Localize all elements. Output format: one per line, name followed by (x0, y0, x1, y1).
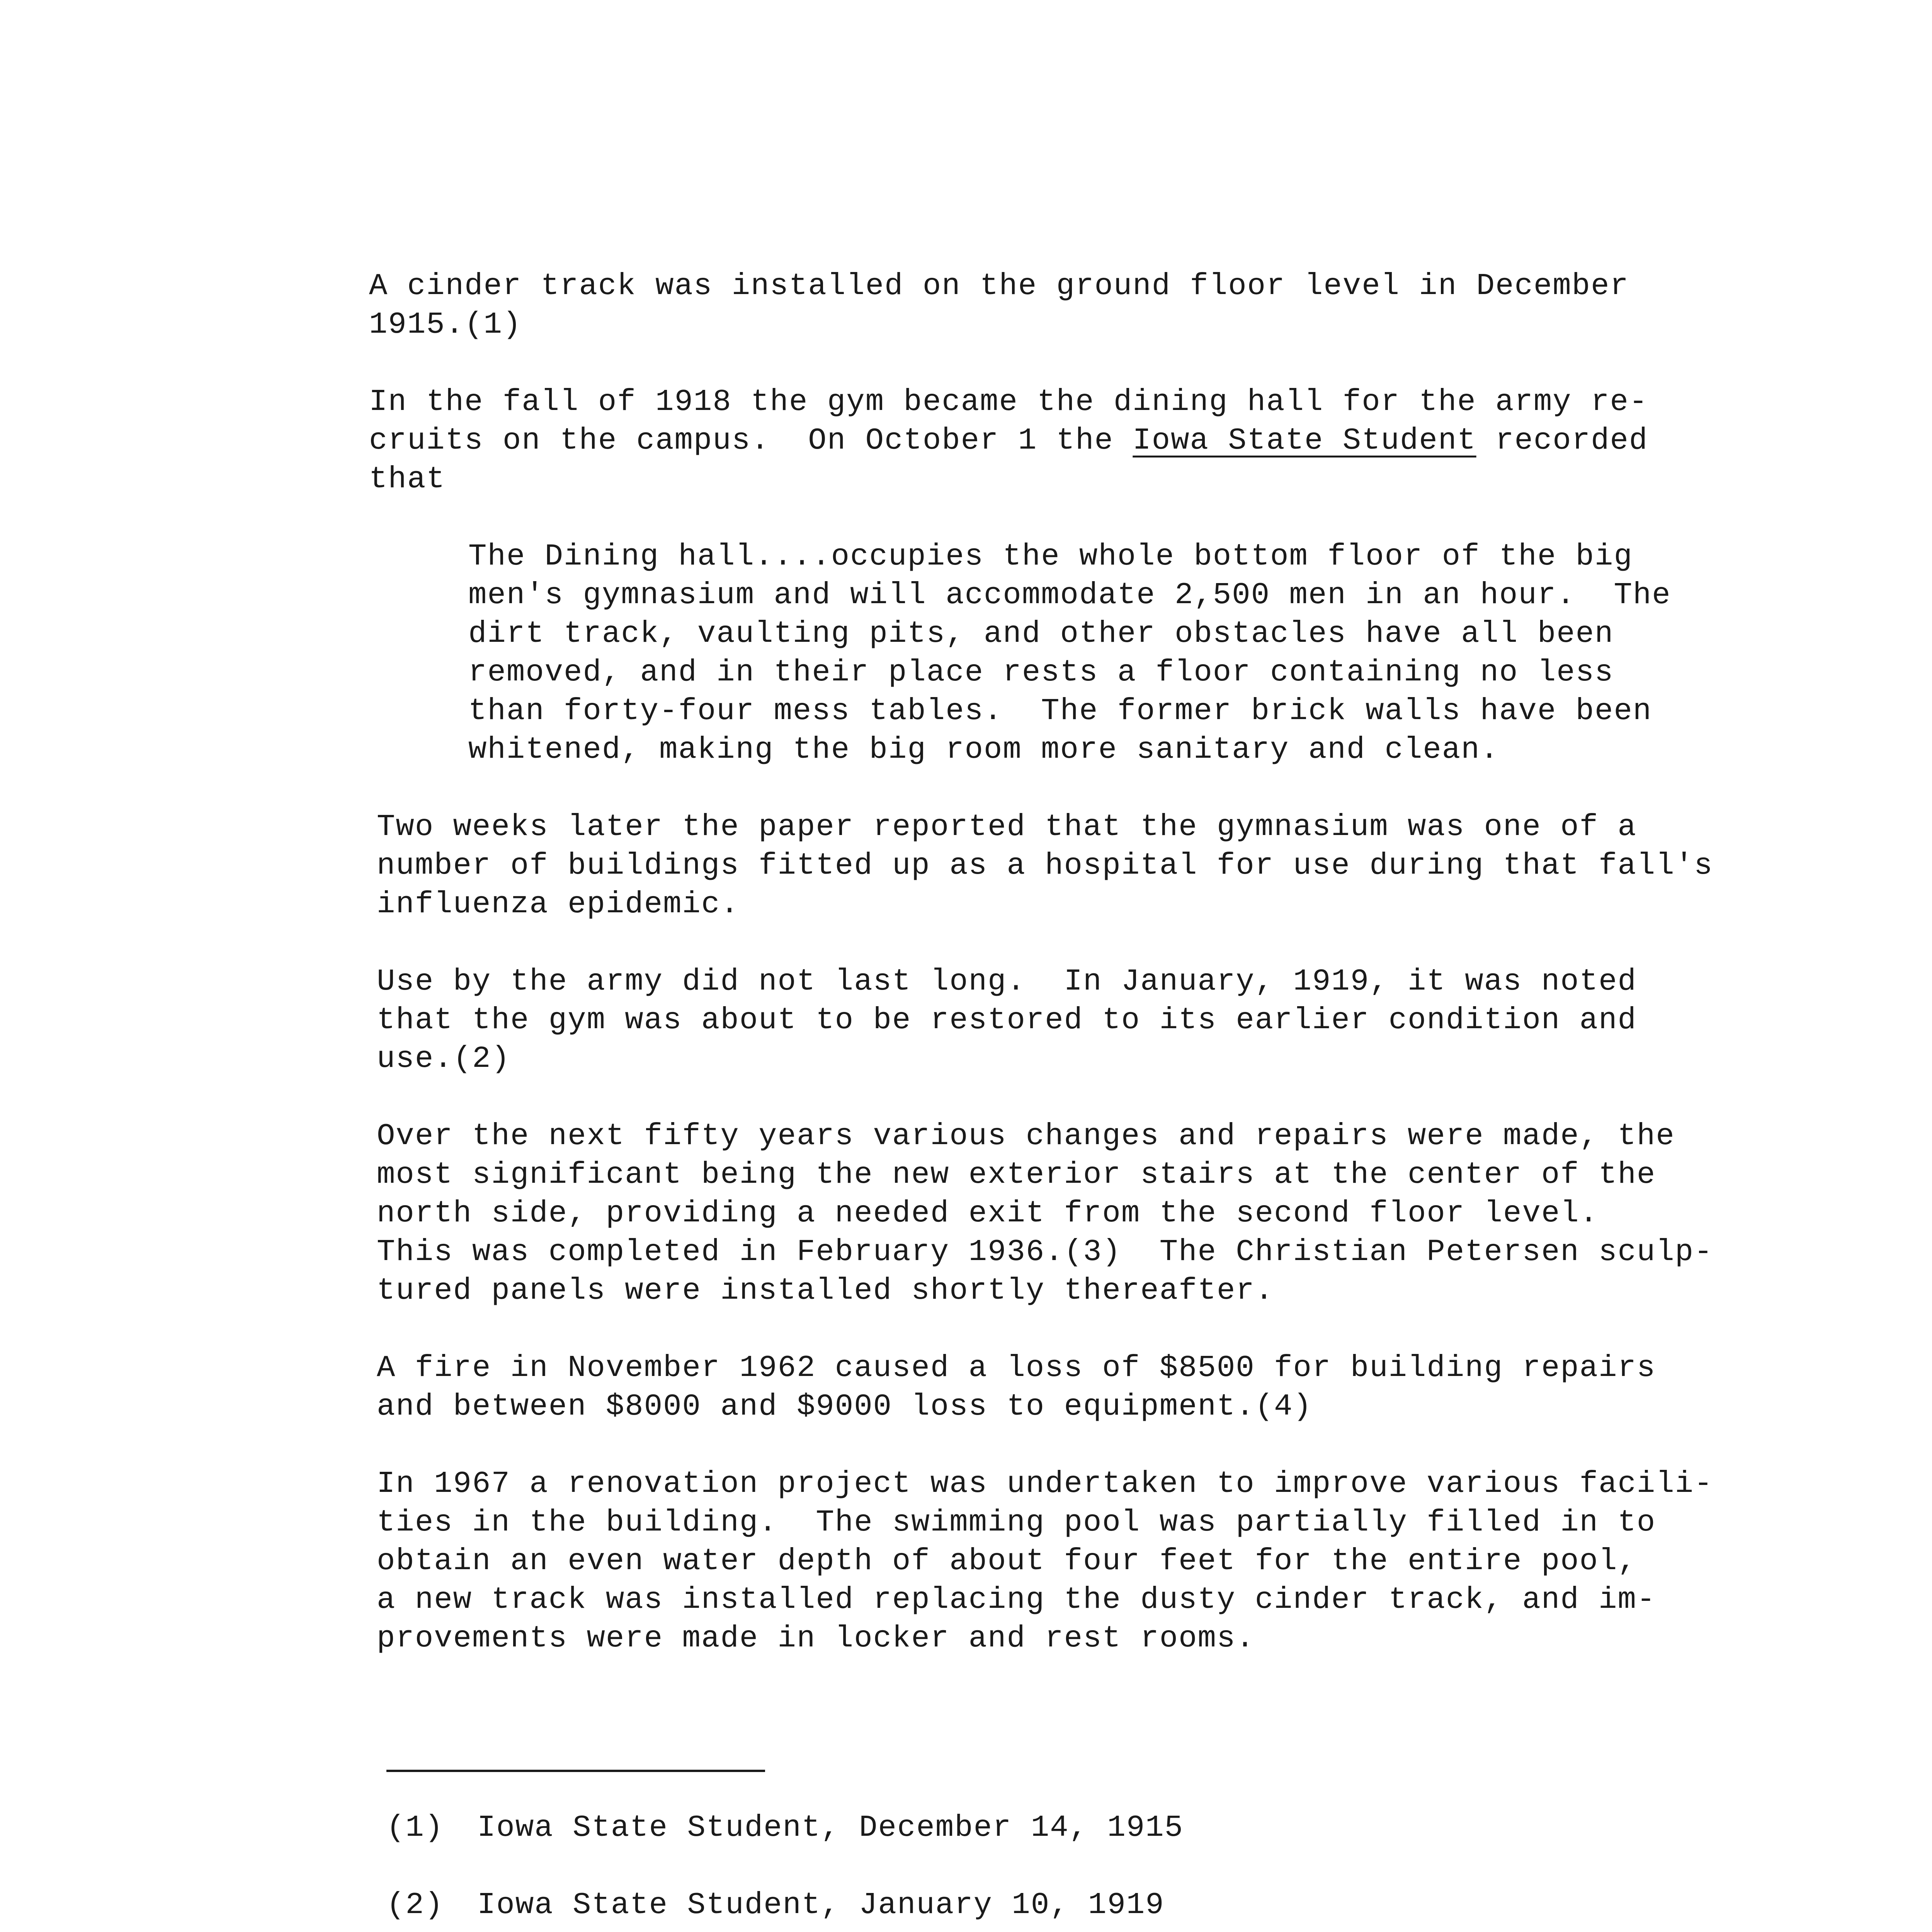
quote-line-4: removed, and in their place rests a floor containing no less (468, 655, 1614, 690)
paragraph-7-line-3: obtain an even water depth of about four feet for the entire pool, (377, 1544, 1637, 1578)
paragraph-4-line-1: Use by the army did not last long. In January, 1919, it was noted (377, 964, 1637, 999)
quote-line-3: dirt track, vaulting pits, and other obstacles have all been (468, 616, 1614, 651)
paragraph-5-line-5: tured panels were installed shortly thereafter. (377, 1273, 1274, 1308)
paragraph-7-line-4: a new track was installed replacing the dusty cinder track, and im- (377, 1582, 1656, 1617)
paragraph-5-line-1: Over the next fifty years various changes and repairs were made, the (377, 1119, 1675, 1153)
paragraph-3-line-2: number of buildings fitted up as a hospital for use during that fall's (377, 848, 1713, 883)
paragraph-2-line-3: that (369, 462, 446, 497)
paragraph-7-line-5: provements were made in locker and rest rooms. (377, 1621, 1255, 1656)
footnote-separator (386, 1770, 765, 1772)
paragraph-1-line-2: 1915.(1) (369, 307, 522, 342)
quote-line-6: whitened, making the big room more sanitary and clean. (468, 732, 1500, 767)
paragraph-2-line-2-end: recorded (1476, 423, 1648, 458)
paragraph-4-line-2: that the gym was about to be restored to its earlier condition and (377, 1003, 1637, 1037)
quote-line-2: men's gymnasium and will accommodate 2,500 men in an hour. The (468, 578, 1671, 612)
paragraph-6-line-2: and between $8000 and $9000 loss to equipment.(4) (377, 1389, 1312, 1424)
paragraph-3-line-1: Two weeks later the paper reported that the gymnasium was one of a (377, 810, 1637, 844)
quote-line-5: than forty-four mess tables. The former brick walls have been (468, 694, 1652, 728)
paragraph-2-line-2-start: cruits on the campus. On October 1 the (369, 423, 1133, 458)
footnote-1-text: Iowa State Student, December 14, 1915 (477, 1810, 1184, 1845)
footnote-2-text: Iowa State Student, January 10, 1919 (477, 1888, 1165, 1922)
paragraph-4-line-3: use.(2) (377, 1041, 510, 1076)
publication-title-underlined: Iowa State Student (1133, 423, 1476, 458)
paragraph-7-line-2: ties in the building. The swimming pool was partially filled in to (377, 1505, 1656, 1540)
paragraph-5-line-4: This was completed in February 1936.(3) The Christian Petersen sculp- (377, 1235, 1713, 1269)
paragraph-2-line-1: In the fall of 1918 the gym became the dining hall for the army re- (369, 384, 1648, 419)
footnote-1-number: (1) (386, 1810, 444, 1845)
paragraph-2-line-2 (369, 421, 1648, 460)
paragraph-5-line-3: north side, providing a needed exit from the second floor level. (377, 1196, 1599, 1231)
paragraph-1-line-1: A cinder track was installed on the ground floor level in December (369, 269, 1629, 303)
quote-line-1: The Dining hall....occupies the whole bottom floor of the big (468, 539, 1633, 574)
paragraph-6-line-1: A fire in November 1962 caused a loss of $8500 for building repairs (377, 1350, 1656, 1385)
paragraph-7-line-1: In 1967 a renovation project was undertaken to improve various facili- (377, 1466, 1713, 1501)
footnote-2-number: (2) (386, 1888, 444, 1922)
paragraph-5-line-2: most significant being the new exterior stairs at the center of the (377, 1157, 1656, 1192)
paragraph-3-line-3: influenza epidemic. (377, 887, 740, 922)
